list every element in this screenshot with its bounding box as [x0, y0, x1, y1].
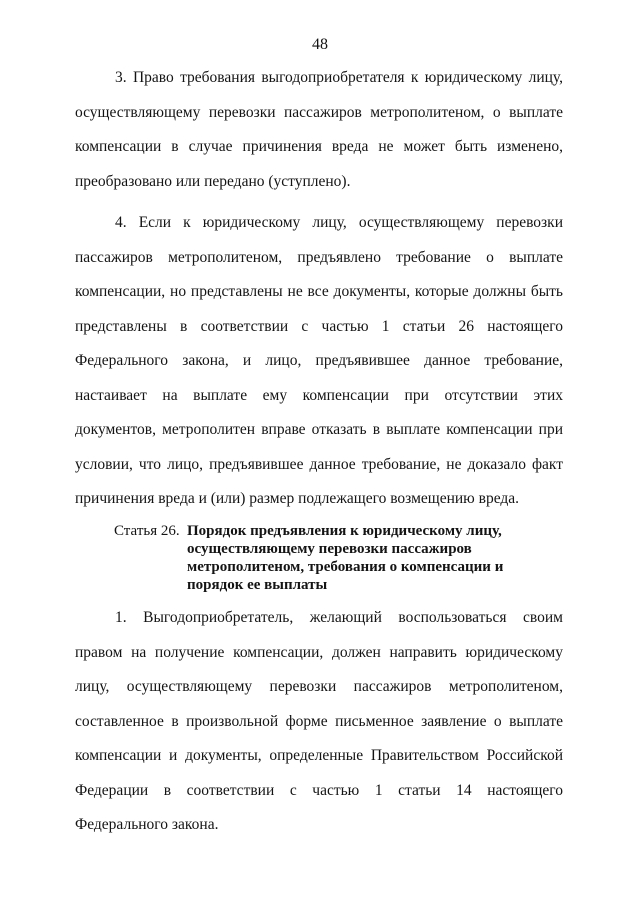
page-number: 48: [312, 36, 328, 53]
article-title: Порядок предъявления к юридическому лицу, осуществляющему перевозки пассажиров метрополитеном, требования о компенсации и порядок ее выплаты: [187, 523, 504, 593]
paragraph-3: 3. Право требования выгодоприобретателя к юридическому лицу, осуществляющему перевозки пассажиров метрополитеном, о выплате компенсации в случае причинения вреда не может быть изменено, преобразовано или передано (уступлено).: [75, 69, 563, 190]
article-label: Статья 26.: [114, 523, 180, 539]
paragraph-article-26-1: 1. Выгодоприобретатель, желающий воспользоваться своим правом на получение компенсации, должен направить юридическому лицу, осуществляющему перевозки пассажиров метрополитеном, составленное в произвольной форме письменное заявление о выплате компенсации и документы, определенные Правительством Российской Федерации в соответствии с частью 1 статьи 14 настоящего Федерального закона.: [75, 609, 563, 833]
paragraph-4: 4. Если к юридическому лицу, осуществляющему перевозки пассажиров метрополитеном, предъявлено требование о выплате компенсации, но представлены не все документы, которые должны быть представлены в соответствии с частью 1 статьи 26 настоящего Федерального закона, и лицо, предъявившее данное требование, настаивает на выплате ему компенсации при отсутствии этих документов, метрополитен вправе отказать в выплате компенсации при условии, что лицо, предъявившее данное требование, не доказало факт причинения вреда и (или) размер подлежащего возмещению вреда.: [75, 214, 563, 507]
